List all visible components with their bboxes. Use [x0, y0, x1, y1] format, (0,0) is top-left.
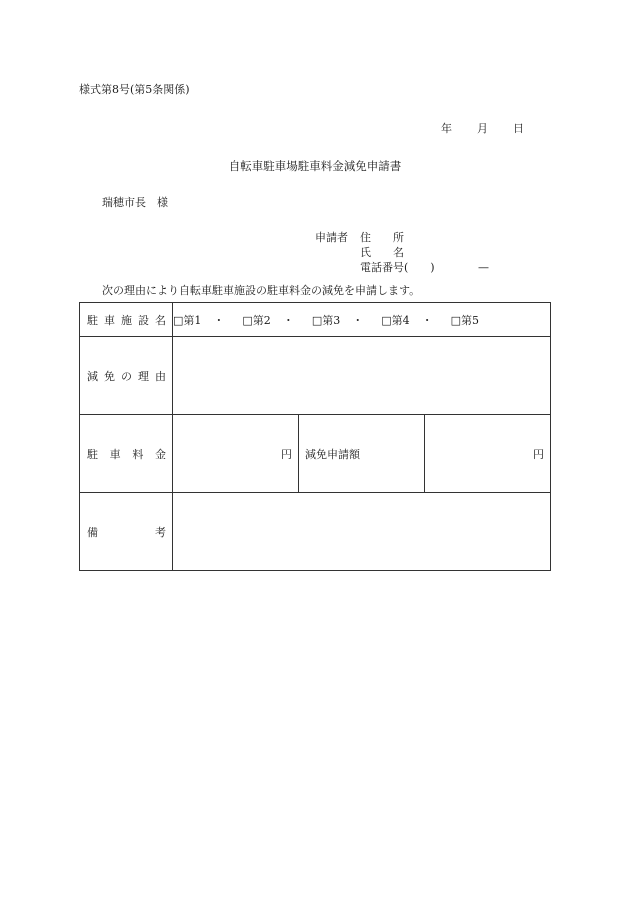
applicant-role-label: 申請者	[315, 231, 348, 244]
fee-label: 駐 車 料 金	[87, 447, 166, 461]
request-statement: 次の理由により自転車駐車施設の駐車料金の減免を申請します。	[102, 284, 421, 297]
reason-field[interactable]	[173, 337, 551, 415]
remarks-field[interactable]	[173, 493, 551, 571]
phone-label: 電話番号( )	[360, 261, 435, 274]
addressee: 瑞穂市長 様	[102, 196, 168, 209]
facility-label: 駐 車 施 設 名	[87, 313, 166, 327]
reason-row	[80, 337, 551, 415]
facility-row	[80, 303, 551, 337]
name-label: 氏 名	[360, 246, 404, 259]
phone-dash: —	[478, 261, 489, 274]
exempt-label: 減免申請額	[299, 415, 425, 493]
exempt-field[interactable]	[425, 415, 551, 493]
facility-option-4[interactable]: □第4	[381, 313, 410, 327]
facility-option-3[interactable]: □第3	[311, 313, 341, 327]
exempt-unit: 円	[533, 447, 544, 461]
document-title: 自転車駐車場駐車料金減免申請書	[228, 159, 402, 173]
fee-row	[80, 415, 551, 493]
facility-option-5[interactable]: □第5	[450, 313, 480, 327]
remarks-label: 備 考	[87, 525, 166, 539]
fee-unit: 円	[281, 447, 292, 461]
facility-options[interactable]: □第1 ・ □第2 ・ □第3 ・ □第4 ・ □第5	[173, 303, 551, 337]
facility-option-1[interactable]: □第1	[173, 313, 202, 327]
form-number: 様式第8号(第5条関係)	[79, 83, 190, 96]
application-table	[79, 302, 551, 571]
date-line	[441, 120, 524, 136]
date-day: 日	[513, 122, 524, 135]
remarks-row	[80, 493, 551, 571]
address-label: 住 所	[360, 231, 404, 244]
applicant-block	[315, 230, 489, 275]
date-month: 月	[477, 122, 488, 135]
fee-field[interactable]	[173, 415, 299, 493]
reason-label: 減 免 の 理 由	[87, 369, 166, 383]
date-year: 年	[441, 122, 452, 135]
facility-option-2[interactable]: □第2	[242, 313, 271, 327]
